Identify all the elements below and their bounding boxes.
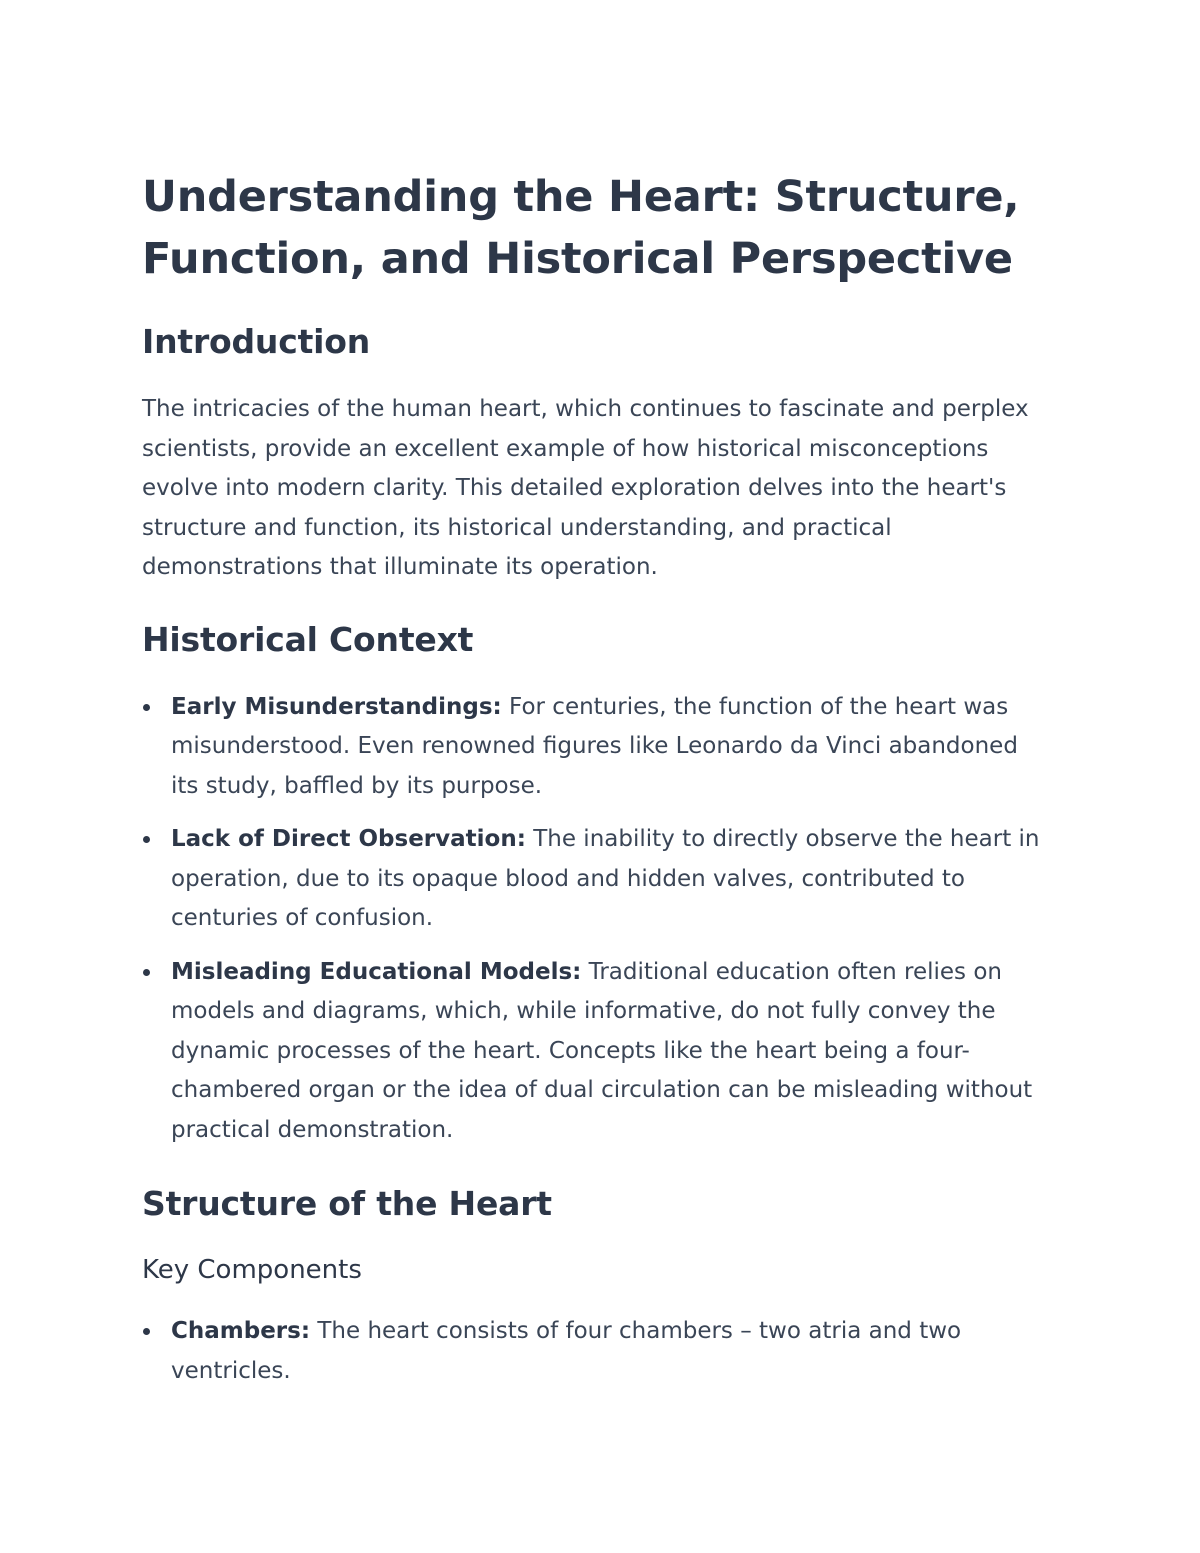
list-item-text: For centuries, the function of the heart was misunderstood. Even renowned figures like Leonardo da Vinci abandoned its study, baffled by its purpose.	[171, 693, 1018, 799]
bullet-icon	[143, 836, 150, 843]
key-components-list	[142, 1312, 1052, 1391]
historical-context-heading: Historical Context	[142, 619, 474, 659]
key-components-subheading: Key Components	[142, 1255, 362, 1285]
list-item	[142, 1312, 1052, 1391]
list-item-text: Traditional education often relies on models and diagrams, which, while informative, do not fully convey the dynamic processes of the heart. Concepts like the heart being a four-chambered organ or the idea of dual circulation can be misleading without practical demonstration.	[171, 958, 1033, 1143]
introduction-heading: Introduction	[142, 322, 371, 361]
document-title: Understanding the Heart: Structure, Function, and Historical Perspective	[142, 172, 1020, 284]
list-item	[142, 688, 1052, 807]
bullet-icon	[143, 1328, 150, 1335]
list-item	[142, 820, 1052, 939]
document-page	[142, 166, 1052, 1391]
historical-context-list	[142, 688, 1052, 1151]
structure-heading: Structure of the Heart	[142, 1184, 552, 1223]
list-item-term: Misleading Educational Models:	[171, 958, 582, 985]
list-item-term: Chambers:	[171, 1318, 311, 1344]
list-item-term: Early Misunderstandings:	[171, 693, 502, 720]
list-item	[142, 953, 1052, 1151]
list-item-term: Lack of Direct Observation:	[171, 826, 526, 852]
list-item-text: The inability to directly observe the heart in operation, due to its opaque blood and hidden valves, contributed to centuries of confusion.	[171, 826, 1040, 931]
bullet-icon	[143, 969, 150, 976]
bullet-icon	[143, 704, 150, 711]
list-item-text: The heart consists of four chambers – two atria and two ventricles.	[171, 1318, 962, 1384]
introduction-paragraph: The intricacies of the human heart, which continues to fascinate and perplex scientists, provide an excellent example of how historical misconceptions evolve into modern clarity. This detailed exploration delves into the heart's structure and function, its historical understanding, and practical demonstrations that illuminate its operation.	[142, 396, 1029, 580]
